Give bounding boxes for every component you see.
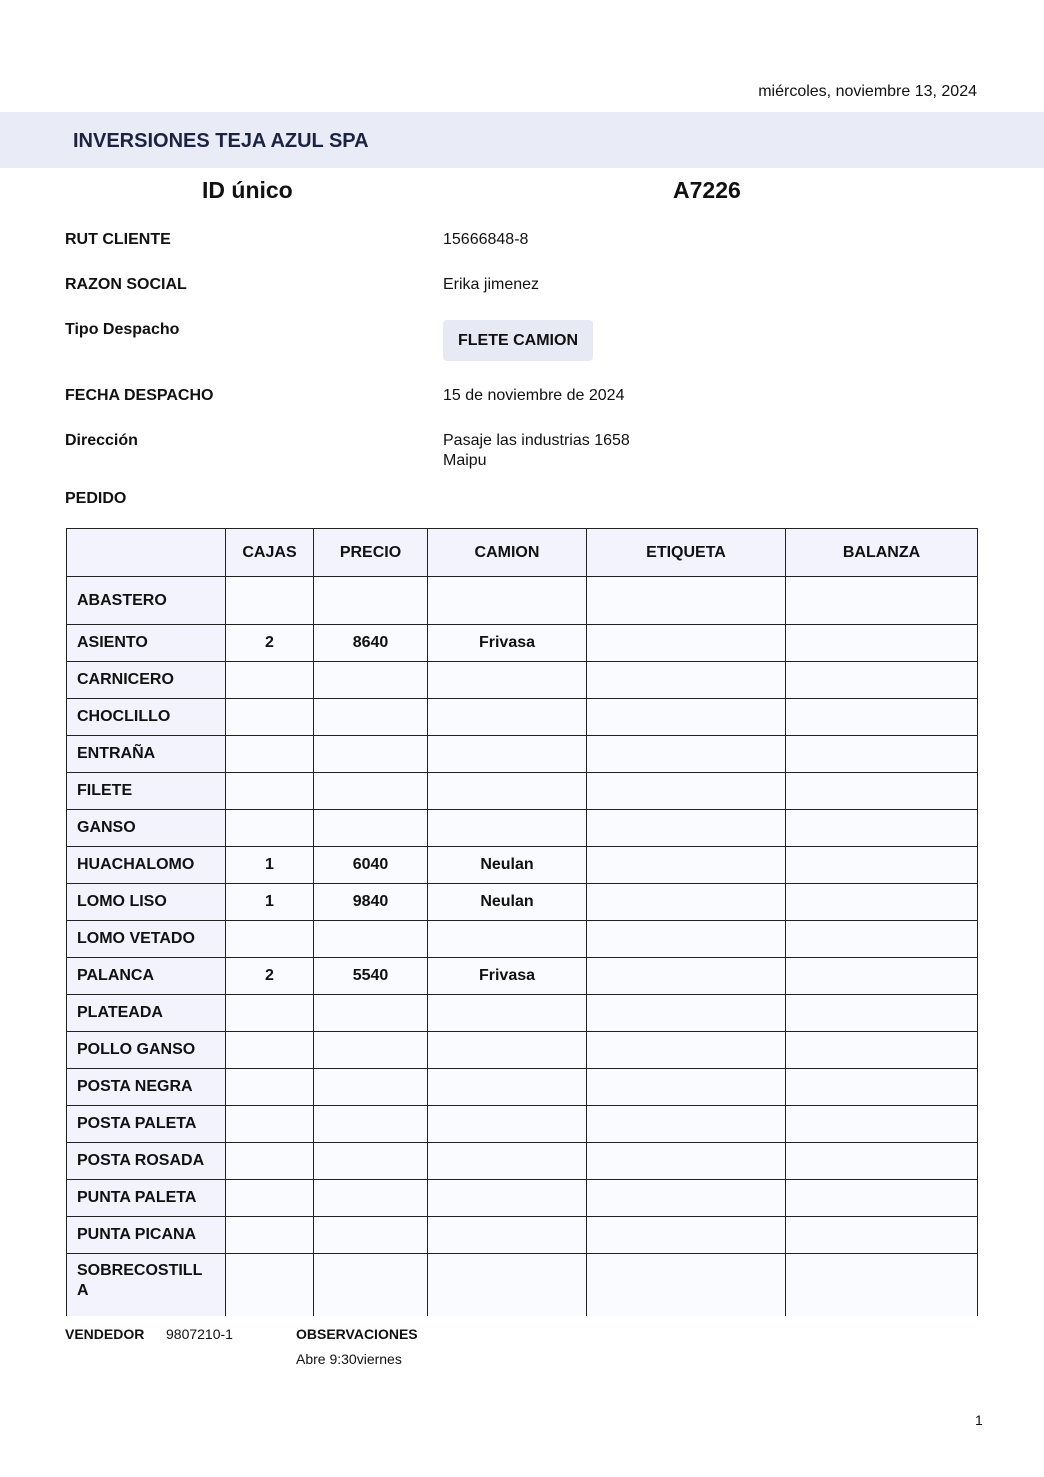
camion-cell — [428, 995, 587, 1032]
direccion-label: Dirección — [65, 432, 138, 449]
precio-cell — [314, 773, 428, 810]
cajas-cell — [226, 1143, 314, 1180]
table-row — [67, 921, 978, 958]
table-row — [67, 773, 978, 810]
table-row — [67, 1106, 978, 1143]
precio-cell: 8640 — [314, 625, 428, 662]
razon-social-label: RAZON SOCIAL — [65, 276, 187, 293]
etiqueta-cell — [587, 1143, 786, 1180]
camion-cell — [428, 736, 587, 773]
vendedor-value: 9807210-1 — [166, 1326, 233, 1342]
order-table-body — [67, 577, 978, 1317]
precio-cell: 9840 — [314, 884, 428, 921]
product-name-cell: FILETE — [67, 773, 226, 810]
razon-social-value: Erika jimenez — [443, 276, 540, 293]
product-name-cell: POSTA PALETA — [67, 1106, 226, 1143]
product-name-cell: PUNTA PALETA — [67, 1180, 226, 1217]
fecha-despacho-label: FECHA DESPACHO — [65, 387, 214, 404]
order-table — [66, 528, 978, 1316]
etiqueta-cell — [587, 1180, 786, 1217]
precio-cell — [314, 1069, 428, 1106]
precio-cell — [314, 1143, 428, 1180]
balanza-cell — [786, 921, 978, 958]
column-header-precio: PRECIO — [314, 529, 428, 577]
table-row — [67, 1254, 978, 1317]
table-row — [67, 810, 978, 847]
etiqueta-cell — [587, 995, 786, 1032]
camion-cell — [428, 577, 587, 625]
product-name-cell: PUNTA PICANA — [67, 1217, 226, 1254]
table-row — [67, 1032, 978, 1069]
cajas-cell — [226, 995, 314, 1032]
cajas-cell: 2 — [226, 625, 314, 662]
balanza-cell — [786, 1069, 978, 1106]
cajas-cell: 2 — [226, 958, 314, 995]
page-number: 1 — [975, 1412, 983, 1428]
product-name-cell: ASIENTO — [67, 625, 226, 662]
product-name-cell: PLATEADA — [67, 995, 226, 1032]
camion-cell: Neulan — [428, 847, 587, 884]
balanza-cell — [786, 736, 978, 773]
cajas-cell — [226, 1217, 314, 1254]
precio-cell — [314, 662, 428, 699]
precio-cell — [314, 1217, 428, 1254]
product-name-cell: POLLO GANSO — [67, 1032, 226, 1069]
balanza-cell — [786, 847, 978, 884]
balanza-cell — [786, 577, 978, 625]
table-row — [67, 995, 978, 1032]
cajas-cell — [226, 1032, 314, 1069]
etiqueta-cell — [587, 662, 786, 699]
camion-cell — [428, 1254, 587, 1317]
column-header-camion: CAMION — [428, 529, 587, 577]
product-name-cell: POSTA ROSADA — [67, 1143, 226, 1180]
camion-cell: Neulan — [428, 884, 587, 921]
camion-cell — [428, 1143, 587, 1180]
cajas-cell — [226, 577, 314, 625]
table-row — [67, 847, 978, 884]
column-header-product — [67, 529, 226, 577]
rut-label: RUT CLIENTE — [65, 231, 171, 248]
etiqueta-cell — [587, 958, 786, 995]
tipo-despacho-label: Tipo Despacho — [65, 321, 180, 338]
table-row — [67, 577, 978, 625]
product-name-cell: HUACHALOMO — [67, 847, 226, 884]
camion-cell — [428, 1180, 587, 1217]
cajas-cell — [226, 773, 314, 810]
table-row — [67, 958, 978, 995]
document-date: miércoles, noviembre 13, 2024 — [758, 83, 977, 100]
direccion-line2: Maipu — [443, 452, 487, 469]
precio-cell — [314, 1254, 428, 1317]
table-row — [67, 1217, 978, 1254]
camion-cell — [428, 1069, 587, 1106]
product-name-cell: CHOCLILLO — [67, 699, 226, 736]
balanza-cell — [786, 1106, 978, 1143]
cajas-cell — [226, 1069, 314, 1106]
product-name-cell: CARNICERO — [67, 662, 226, 699]
cajas-cell — [226, 699, 314, 736]
precio-cell — [314, 1032, 428, 1069]
fecha-despacho-value: 15 de noviembre de 2024 — [443, 387, 625, 404]
etiqueta-cell — [587, 1069, 786, 1106]
balanza-cell — [786, 810, 978, 847]
etiqueta-cell — [587, 1032, 786, 1069]
column-header-cajas: CAJAS — [226, 529, 314, 577]
camion-cell: Frivasa — [428, 625, 587, 662]
precio-cell — [314, 995, 428, 1032]
table-row — [67, 1143, 978, 1180]
cajas-cell — [226, 1254, 314, 1317]
balanza-cell — [786, 1032, 978, 1069]
etiqueta-cell — [587, 1106, 786, 1143]
camion-cell — [428, 662, 587, 699]
etiqueta-cell — [587, 625, 786, 662]
table-row — [67, 625, 978, 662]
id-value: A7226 — [673, 177, 741, 203]
balanza-cell — [786, 958, 978, 995]
table-row — [67, 884, 978, 921]
cajas-cell — [226, 662, 314, 699]
table-header-row — [67, 529, 978, 577]
cajas-cell — [226, 736, 314, 773]
camion-cell — [428, 1032, 587, 1069]
company-name: INVERSIONES TEJA AZUL SPA — [73, 130, 369, 152]
camion-cell — [428, 1217, 587, 1254]
etiqueta-cell — [587, 921, 786, 958]
camion-cell — [428, 921, 587, 958]
cajas-cell — [226, 921, 314, 958]
etiqueta-cell — [587, 1217, 786, 1254]
table-row — [67, 736, 978, 773]
balanza-cell — [786, 884, 978, 921]
camion-cell — [428, 699, 587, 736]
camion-cell — [428, 810, 587, 847]
camion-cell: Frivasa — [428, 958, 587, 995]
pedido-label: PEDIDO — [65, 490, 127, 507]
product-name-cell: SOBRECOSTILL A — [67, 1254, 226, 1317]
balanza-cell — [786, 625, 978, 662]
cajas-cell: 1 — [226, 847, 314, 884]
precio-cell — [314, 699, 428, 736]
direccion-line1: Pasaje las industrias 1658 — [443, 432, 630, 449]
etiqueta-cell — [587, 577, 786, 625]
product-name-cell: PALANCA — [67, 958, 226, 995]
cajas-cell: 1 — [226, 884, 314, 921]
product-name-cell: ENTRAÑA — [67, 736, 226, 773]
balanza-cell — [786, 995, 978, 1032]
product-name-cell: LOMO LISO — [67, 884, 226, 921]
column-header-balanza: BALANZA — [786, 529, 978, 577]
rut-value: 15666848-8 — [443, 231, 529, 248]
etiqueta-cell — [587, 773, 786, 810]
cajas-cell — [226, 810, 314, 847]
precio-cell — [314, 1180, 428, 1217]
precio-cell — [314, 577, 428, 625]
balanza-cell — [786, 1143, 978, 1180]
tipo-despacho-badge: FLETE CAMION — [443, 320, 593, 361]
table-row — [67, 662, 978, 699]
id-label: ID único — [202, 177, 293, 203]
precio-cell: 5540 — [314, 958, 428, 995]
product-name-cell: POSTA NEGRA — [67, 1069, 226, 1106]
product-name-cell: LOMO VETADO — [67, 921, 226, 958]
column-header-etiqueta: ETIQUETA — [587, 529, 786, 577]
balanza-cell — [786, 773, 978, 810]
table-row — [67, 1180, 978, 1217]
observaciones-value: Abre 9:30viernes — [296, 1351, 402, 1367]
etiqueta-cell — [587, 884, 786, 921]
balanza-cell — [786, 1180, 978, 1217]
balanza-cell — [786, 1217, 978, 1254]
product-name-cell: ABASTERO — [67, 577, 226, 625]
balanza-cell — [786, 699, 978, 736]
table-row — [67, 699, 978, 736]
observaciones-label: OBSERVACIONES — [296, 1326, 418, 1342]
cajas-cell — [226, 1180, 314, 1217]
precio-cell — [314, 1106, 428, 1143]
product-name-cell: GANSO — [67, 810, 226, 847]
precio-cell — [314, 810, 428, 847]
precio-cell: 6040 — [314, 847, 428, 884]
camion-cell — [428, 1106, 587, 1143]
etiqueta-cell — [587, 1254, 786, 1317]
camion-cell — [428, 773, 587, 810]
balanza-cell — [786, 1254, 978, 1317]
etiqueta-cell — [587, 847, 786, 884]
table-row — [67, 1069, 978, 1106]
precio-cell — [314, 921, 428, 958]
balanza-cell — [786, 662, 978, 699]
etiqueta-cell — [587, 810, 786, 847]
precio-cell — [314, 736, 428, 773]
etiqueta-cell — [587, 736, 786, 773]
etiqueta-cell — [587, 699, 786, 736]
cajas-cell — [226, 1106, 314, 1143]
vendedor-label: VENDEDOR — [65, 1326, 145, 1342]
